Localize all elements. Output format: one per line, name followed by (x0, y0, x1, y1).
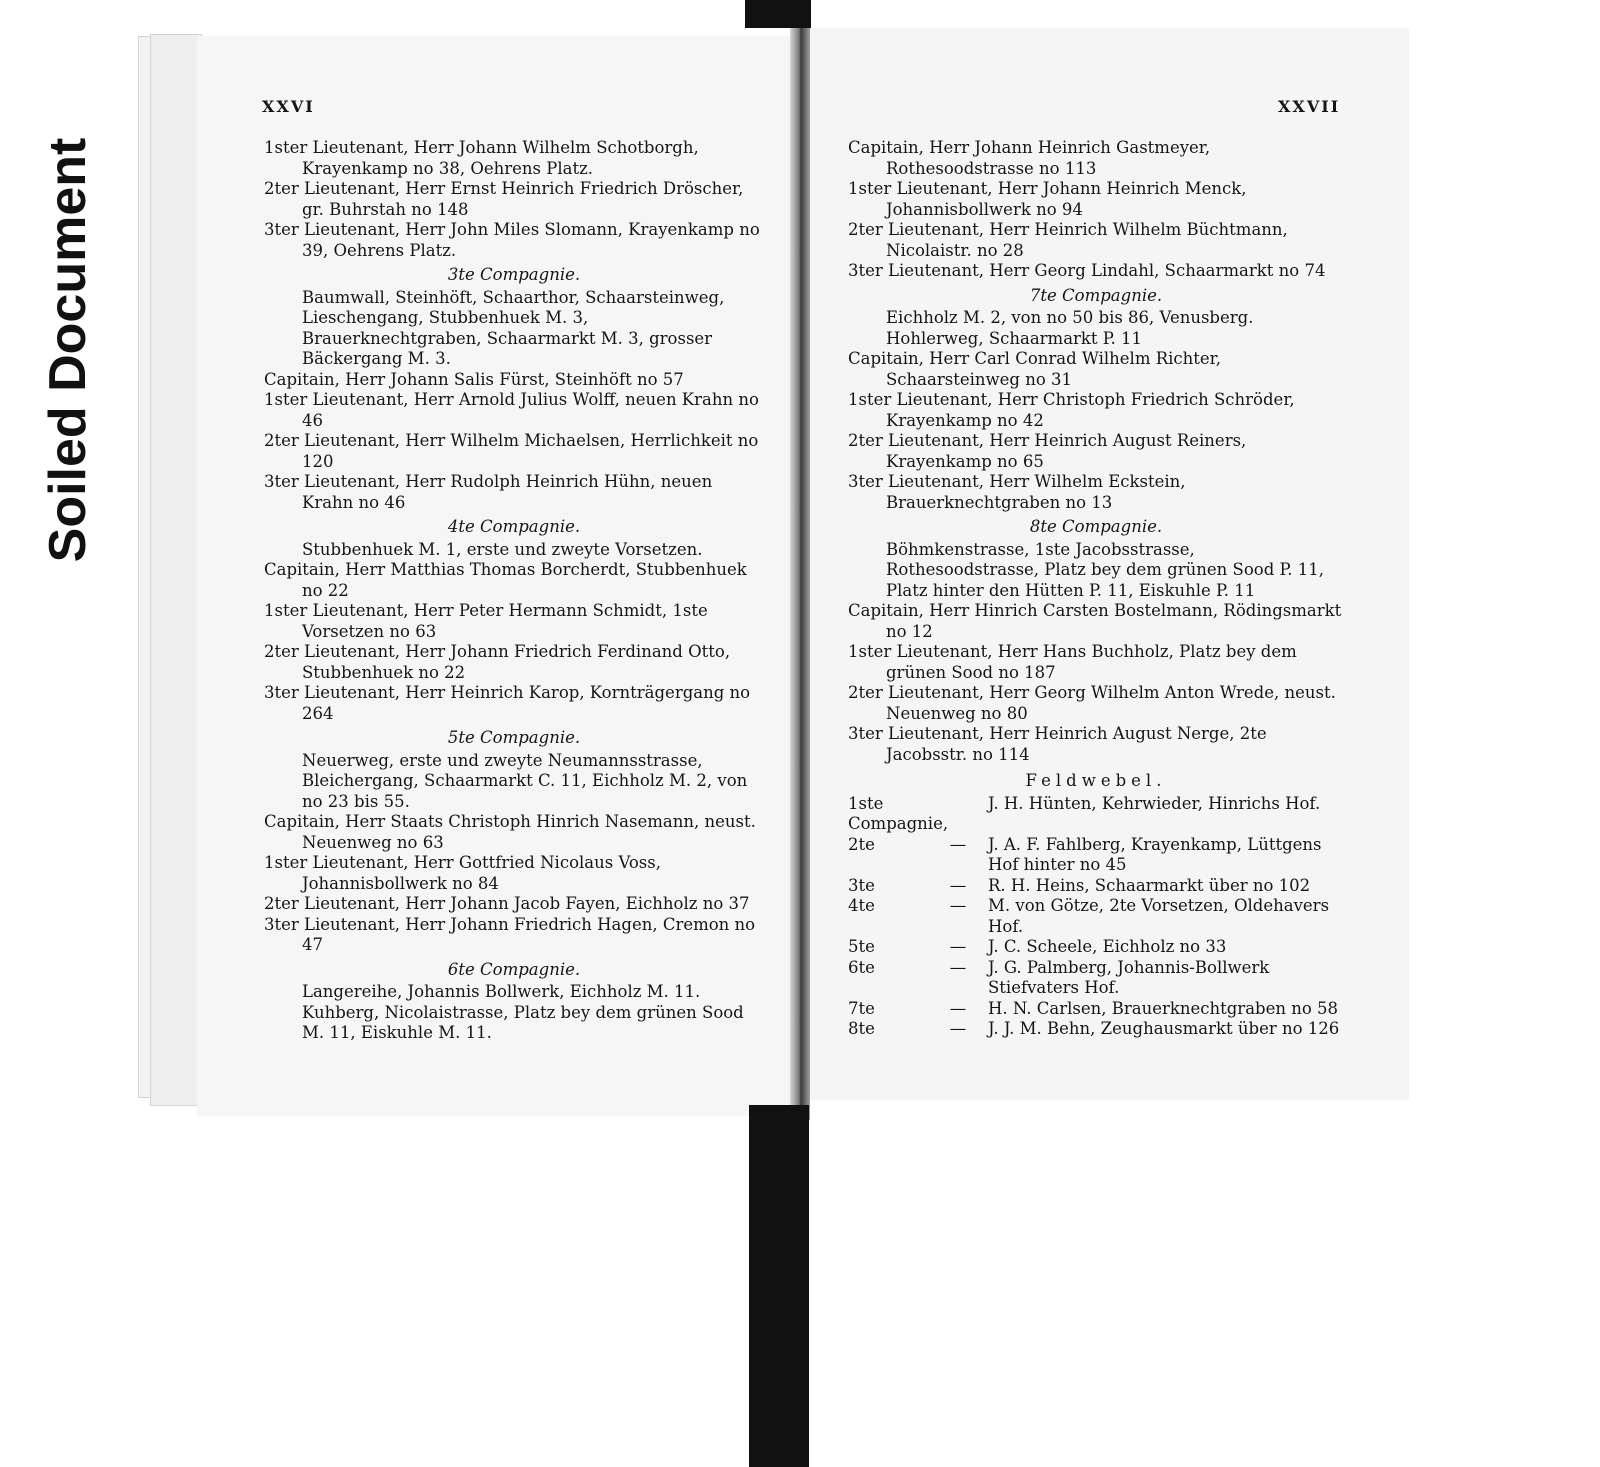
feldwebel-company: 4te (848, 896, 875, 915)
feldwebel-dash: — (949, 875, 967, 895)
section-title: 5te Compagnie. (447, 728, 581, 747)
feldwebel-company: 3te (848, 875, 875, 895)
officer-entry: 3ter Lieutenant, Herr Rudolph Heinrich Hühn, neuen Krahn no 46 (264, 472, 713, 512)
section-streets: Langereihe, Johannis Bollwerk, Eichholz M. 11. Kuhberg, Nicolaistrasse, Platz bey dem grünen Sood M. 11, Eiskuhle M. 11. (302, 982, 744, 1042)
feldwebel-row (848, 835, 1344, 876)
banner-label: Soiled Document (39, 137, 97, 563)
feldwebel-name: J. G. Palmberg, Johannis-Bollwerk Stiefvaters Hof. (988, 957, 1270, 997)
section-title: 3te Compagnie. (447, 265, 581, 284)
feldwebel-dash: — (949, 937, 967, 956)
officer-entry: 2ter Lieutenant, Herr Wilhelm Michaelsen, Herrlichkeit no 120 (264, 431, 759, 471)
feldwebel-row (848, 1019, 1344, 1040)
feldwebel-name: J. H. Hünten, Kehrwieder, Hinrichs Hof. (988, 793, 1321, 813)
officer-entry: 3ter Lieutenant, Herr Georg Lindahl, Schaarmarkt no 74 (848, 261, 1326, 280)
officer-entry: 1ster Lieutenant, Herr Gottfried Nicolaus Voss, Johannisbollwerk no 84 (264, 853, 661, 893)
officer-entry: 3ter Lieutenant, Herr John Miles Slomann, Krayenkamp no 39, Oehrens Platz. (264, 220, 760, 260)
bottom-binding-clip (749, 1105, 809, 1467)
feldwebel-company: 6te (848, 957, 875, 977)
left-page-number: XXVI (262, 97, 315, 116)
officer-entry: 1ster Lieutenant, Herr Christoph Friedrich Schröder, Krayenkamp no 42 (848, 390, 1295, 430)
officer-entry: 2ter Lieutenant, Herr Heinrich August Reiners, Krayenkamp no 65 (848, 431, 1247, 471)
feldwebel-name: M. von Götze, 2te Vorsetzen, Oldehavers Hof. (988, 896, 1330, 936)
feldwebel-company: 8te (848, 1019, 875, 1038)
section-streets: Stubbenhuek M. 1, erste und zweyte Vorsetzen. (302, 539, 703, 559)
officer-entry: 1ster Lieutenant, Herr Hans Buchholz, Platz bey dem grünen Sood no 187 (848, 642, 1297, 682)
feldwebel-dash: — (949, 834, 967, 854)
officer-entry: 2ter Lieutenant, Herr Heinrich Wilhelm Büchtmann, Nicolaistr. no 28 (848, 220, 1288, 260)
feldwebel-name: R. H. Heins, Schaarmarkt über no 102 (988, 875, 1311, 895)
section-streets: Eichholz M. 2, von no 50 bis 86, Venusberg. Hohlerweg, Schaarmarkt P. 11 (886, 308, 1254, 348)
section-title: 8te Compagnie. (1029, 517, 1163, 536)
officer-entry: Capitain, Herr Johann Salis Fürst, Steinhöft no 57 (264, 369, 684, 389)
soiled-document-banner (38, 90, 98, 610)
feldwebel-row (848, 794, 1344, 835)
feldwebel-row (848, 937, 1344, 958)
officer-entry: Capitain, Herr Johann Heinrich Gastmeyer, Rothesoodstrasse no 113 (848, 138, 1211, 178)
section-title: 4te Compagnie. (447, 517, 581, 536)
officer-entry: 3ter Lieutenant, Herr Heinrich August Nerge, 2te Jacobsstr. no 114 (848, 724, 1267, 764)
officer-entry: 1ster Lieutenant, Herr Peter Hermann Schmidt, 1ste Vorsetzen no 63 (264, 601, 708, 641)
feldwebel-row (848, 999, 1344, 1020)
feldwebel-name: H. N. Carlsen, Brauerknechtgraben no 58 (988, 998, 1339, 1018)
officer-entry: 3ter Lieutenant, Herr Heinrich Karop, Kornträgergang no 264 (264, 683, 751, 723)
feldwebel-row (848, 876, 1344, 897)
section-title: 6te Compagnie. (447, 959, 581, 979)
section-streets: Neuerweg, erste und zweyte Neumannsstrasse, Bleichergang, Schaarmarkt C. 11, Eichholz M. 2, von no 23 bis 55. (302, 750, 748, 811)
left-column (264, 138, 764, 1044)
officer-entry: Capitain, Herr Carl Conrad Wilhelm Richter, Schaarsteinweg no 31 (848, 349, 1221, 389)
feldwebel-company: 5te (848, 937, 875, 956)
feldwebel-company: 2te (848, 834, 875, 854)
officer-entry: 1ster Lieutenant, Herr Arnold Julius Wolff, neuen Krahn no 46 (264, 390, 759, 430)
section-title: 7te Compagnie. (1029, 285, 1163, 305)
feldwebel-company: 7te (848, 998, 875, 1018)
feldwebel-company: 1ste Compagnie, (848, 793, 949, 833)
feldwebel-row (848, 896, 1344, 937)
feldwebel-name: J. C. Scheele, Eichholz no 33 (988, 937, 1227, 956)
officer-entry: Capitain, Herr Staats Christoph Hinrich Nasemann, neust. Neuenweg no 63 (264, 812, 756, 852)
section-streets: Böhmkenstrasse, 1ste Jacobsstrasse, Rothesoodstrasse, Platz bey dem grünen Sood P. 11, Platz hinter den Hütten P. 11, Eiskuhle P. 11 (886, 539, 1324, 600)
feldwebel-heading: Feldwebel. (1025, 771, 1167, 790)
officer-entry: 2ter Lieutenant, Herr Johann Friedrich Ferdinand Otto, Stubbenhuek no 22 (264, 642, 731, 682)
officer-entry: 2ter Lieutenant, Herr Georg Wilhelm Anton Wrede, neust. Neuenweg no 80 (848, 683, 1336, 723)
officer-entry: 2ter Lieutenant, Herr Johann Jacob Fayen, Eichholz no 37 (264, 894, 750, 913)
right-page-number: XXVII (1278, 97, 1341, 116)
officer-entry: 3ter Lieutenant, Herr Johann Friedrich Hagen, Cremon no 47 (264, 914, 756, 954)
officer-entry: Capitain, Herr Hinrich Carsten Bostelmann, Rödingsmarkt no 12 (848, 601, 1342, 641)
feldwebel-dash: — (949, 896, 967, 915)
section-streets: Baumwall, Steinhöft, Schaarthor, Schaarsteinweg, Lieschengang, Stubbenhuek M. 3, Brauerknechtgraben, Schaarmarkt M. 3, grosser Bäckergang M. 3. (302, 287, 725, 368)
feldwebel-dash: — (949, 1019, 967, 1038)
feldwebel-dash: — (949, 957, 967, 977)
feldwebel-dash: — (949, 998, 967, 1018)
top-binding-clip (745, 0, 811, 28)
left-page-edges-inner (150, 34, 202, 1106)
officer-entry: 1ster Lieutenant, Herr Johann Heinrich Menck, Johannisbollwerk no 94 (848, 179, 1247, 219)
right-column (848, 138, 1344, 1040)
feldwebel-name: J. A. F. Fahlberg, Krayenkamp, Lüttgens Hof hinter no 45 (988, 834, 1322, 874)
feldwebel-name: J. J. M. Behn, Zeughausmarkt über no 126 (988, 1019, 1340, 1038)
book-spine (790, 28, 810, 1120)
officer-entry: 3ter Lieutenant, Herr Wilhelm Eckstein, Brauerknechtgraben no 13 (848, 472, 1186, 512)
officer-entry: Capitain, Herr Matthias Thomas Borcherdt, Stubbenhuek no 22 (264, 560, 747, 600)
feldwebel-row (848, 958, 1344, 999)
officer-entry: 2ter Lieutenant, Herr Ernst Heinrich Friedrich Dröscher, gr. Buhrstah no 148 (264, 179, 744, 219)
officer-entry: 1ster Lieutenant, Herr Johann Wilhelm Schotborgh, Krayenkamp no 38, Oehrens Platz. (264, 138, 699, 178)
